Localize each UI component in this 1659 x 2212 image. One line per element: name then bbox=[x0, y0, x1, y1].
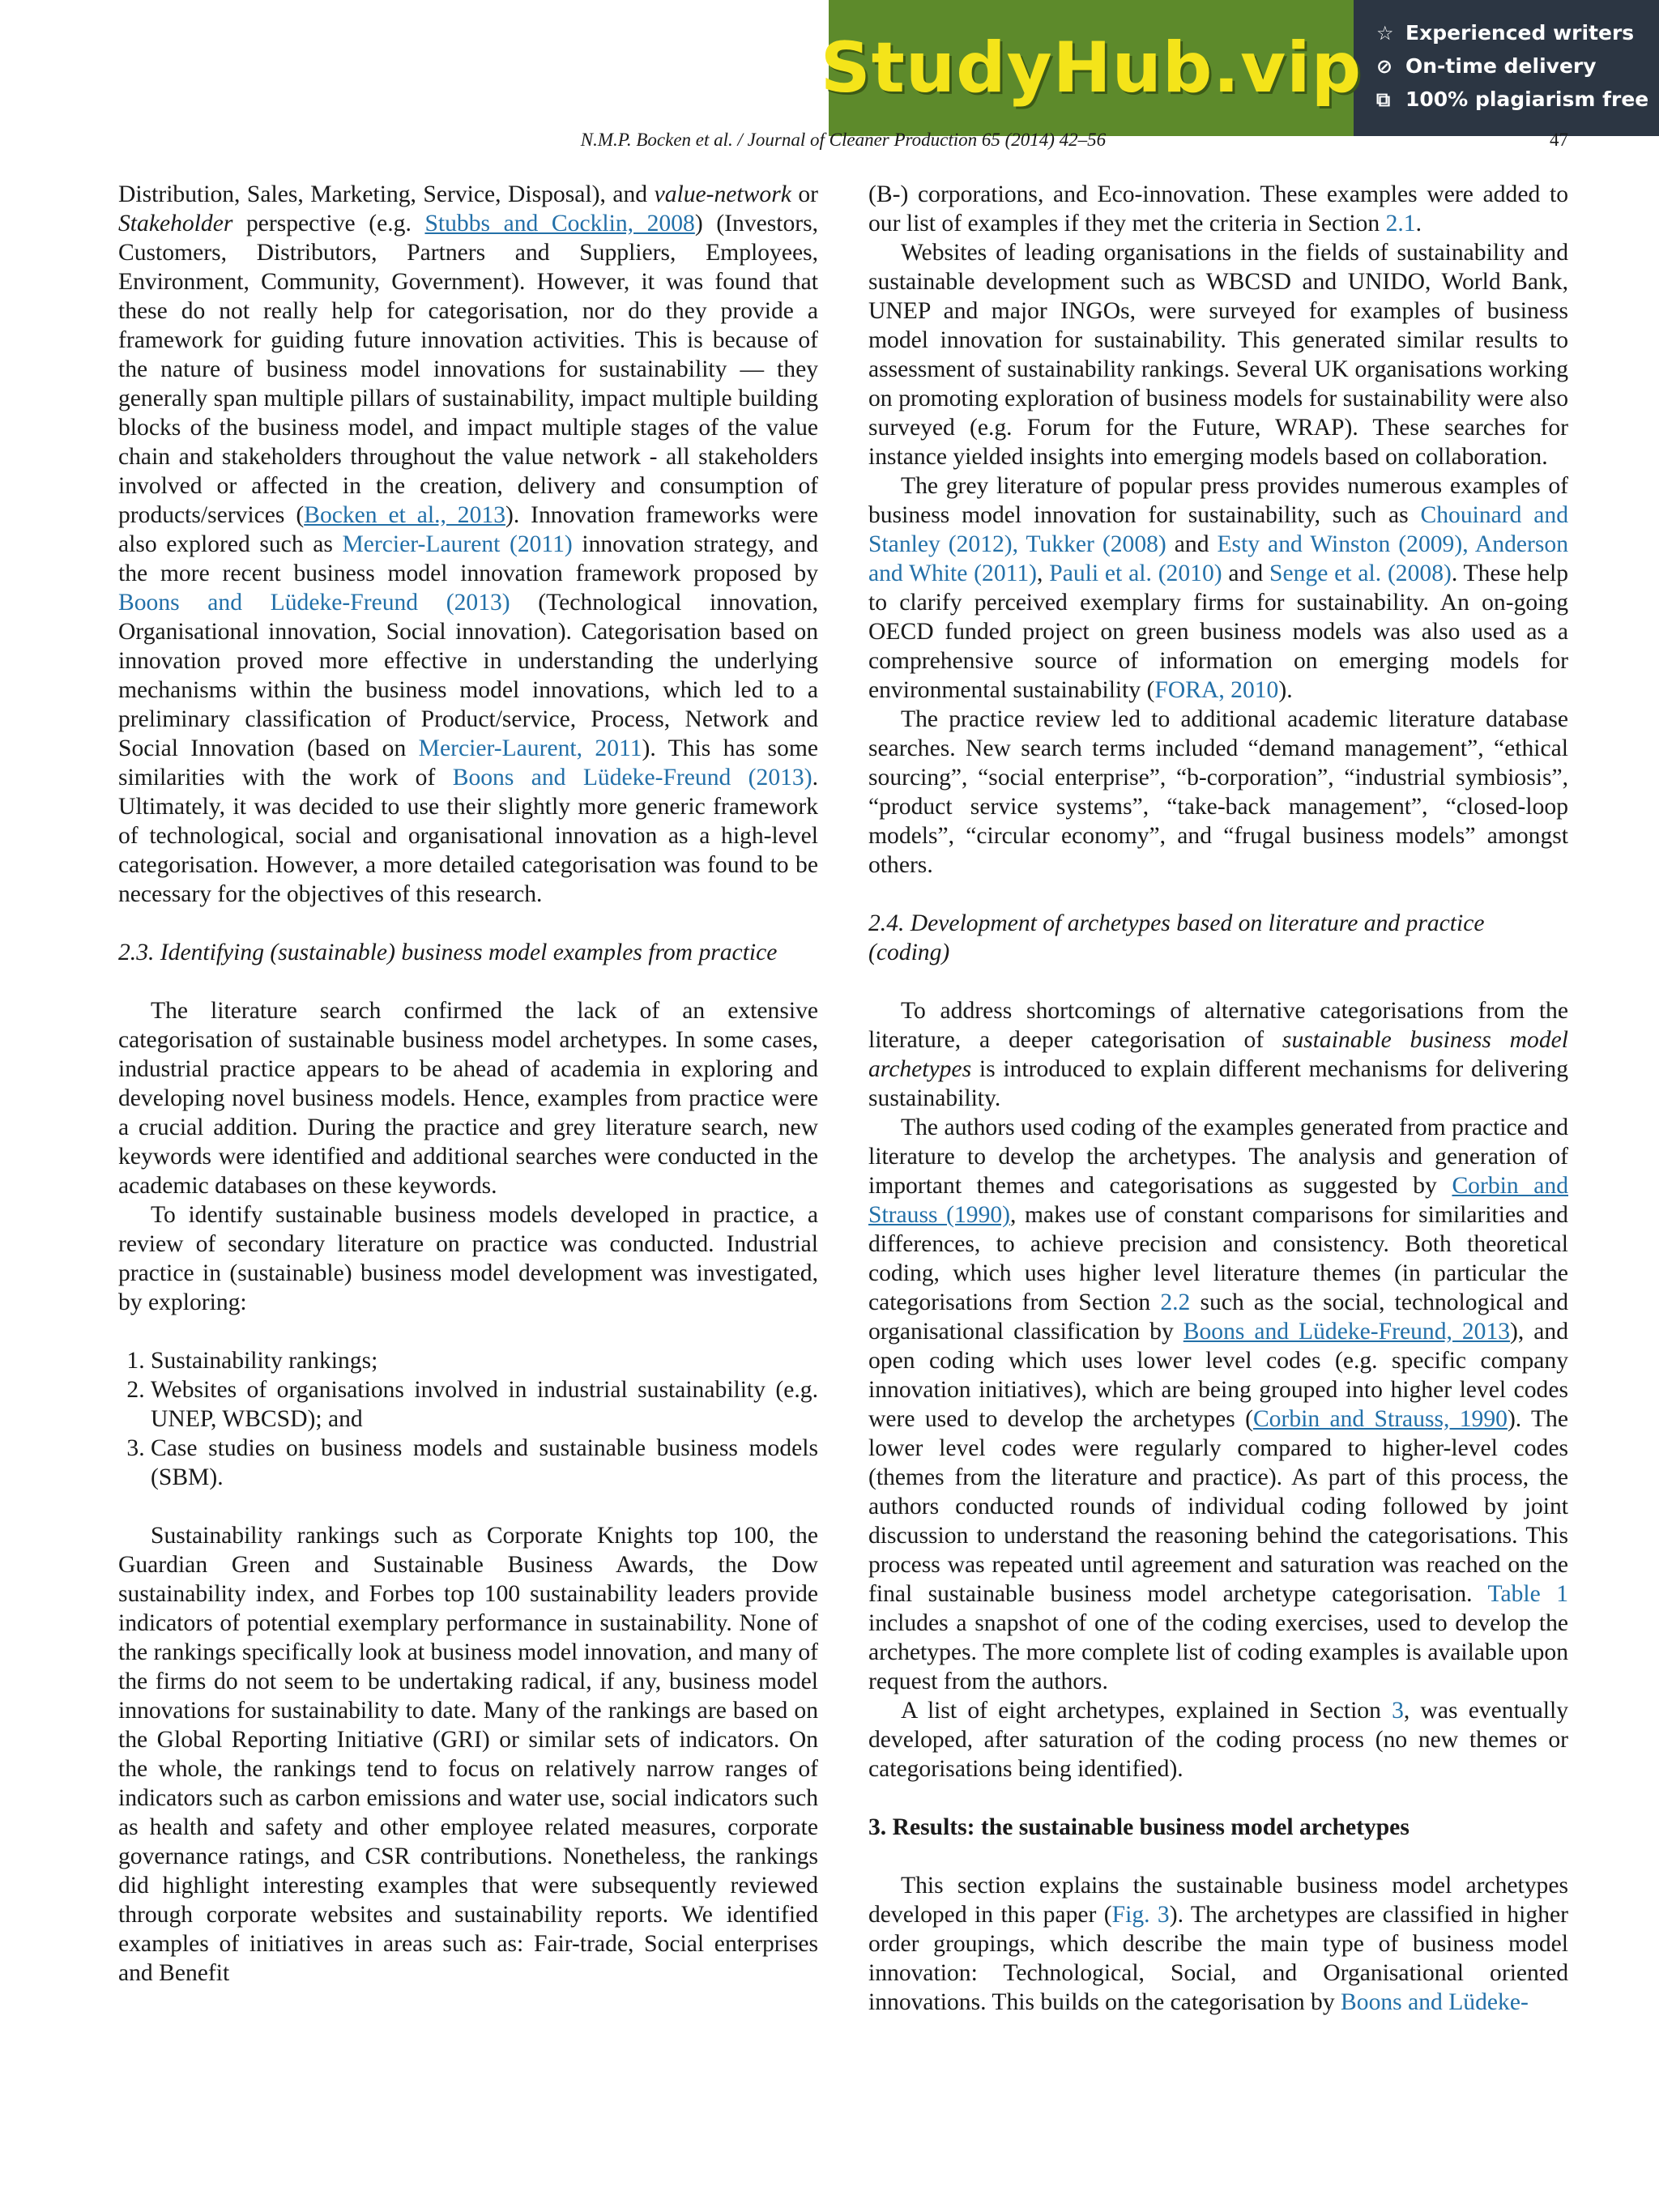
right-column bbox=[868, 180, 1568, 2017]
list-item: 2. Websites of organisations involved in industrial sustainability (e.g. UNEP, WBCSD); and bbox=[151, 1375, 818, 1434]
running-head bbox=[118, 130, 1568, 156]
section-link[interactable]: 2.2 bbox=[1160, 1289, 1191, 1315]
brand-logo: StudyHub.vip bbox=[820, 28, 1363, 109]
star-outline-icon: ☆ bbox=[1376, 21, 1394, 45]
citation-link[interactable]: Boons and Lüdeke- bbox=[1341, 1989, 1529, 2015]
left-column bbox=[118, 180, 818, 1988]
paragraph: Sustainability rankings such as Corporate Knights top 100, the Guardian Green and Sustainable Business Awards, the Dow sustainability index, and Forbes top 100 sustainability leaders provide indicators of potential exemplary performance in sustainability. None of the rankings specifically look at business model innovation, and many of the firms do not seem to be undertaking radical, if any, business model innovations for sustainability to date. Many of the rankings are based on the Global Reporting Initiative (GRI) or similar sets of indicators. On the whole, the rankings tend to focus on relatively narrow ranges of indicators such as carbon emissions and water use, social indicators such as health and safety and other employee related measures, corporate governance ratings, and CSR contributions. Nonetheless, the rankings did highlight interesting examples that were subsequently reviewed through corporate websites and sustainability reports. We identified examples of initiatives in areas such as: Fair-trade, Social enterprises and Benefit bbox=[118, 1523, 818, 1986]
list-item: 1. Sustainability rankings; bbox=[151, 1346, 818, 1375]
feature-label: Experienced writers bbox=[1405, 21, 1635, 45]
figure-link[interactable]: Fig. 3 bbox=[1111, 1902, 1170, 1928]
paragraph: The practice review led to additional academic literature database searches. New search terms included “demand management”, “ethical sourcing”, “social enterprise”, “b-corporation”, “industrial symbiosis”, “product service systems”, “take-back management”, “closed-loop models”, “circular economy”, and “frugal business models” amongst others. bbox=[868, 706, 1568, 878]
paragraph: The grey literature of popular press provides numerous examples of business model innovation for sustainability, such as Chouinard and Stanley (2012), Tukker (2008) and Esty and Winston (2009), Anderson and White (2011), Pauli et al. (2010) and Senge et al. (2008). These help to clarify perceived exemplary firms for sustainability. An on-going OECD funded project on green business models was also used as a comprehensive source of information on emerging models for environmental sustainability (FORA, 2010). bbox=[868, 473, 1569, 703]
paragraph: A list of eight archetypes, explained in Section 3, was eventually developed, after saturation of the coding process (no new themes or categorisations being identified). bbox=[868, 1698, 1568, 1782]
paragraph: This section explains the sustainable business model archetypes developed in this paper (Fig. 3). The archetypes are classified in higher order groupings, which describe the main type of business model innovation: Technological, Social, and Organisational oriented innovations. This builds on the categorisation by Boons and Lüdeke- bbox=[868, 1873, 1568, 2015]
citation-link[interactable]: Boons and Lüdeke-Freund (2013) bbox=[452, 765, 812, 791]
citation-link[interactable]: FORA, 2010 bbox=[1154, 677, 1279, 703]
page-number: 47 bbox=[1550, 130, 1568, 150]
copy-icon: ⧉ bbox=[1376, 87, 1391, 111]
feature-item bbox=[1376, 16, 1659, 49]
section-link[interactable]: 2.1 bbox=[1385, 211, 1416, 237]
paragraph: Distribution, Sales, Marketing, Service, Disposal), and value-network or Stakeholder perspective (e.g. Stubbs and Cocklin, 2008) (Investors, Customers, Distributors, Partners and Suppliers, Employees, Environment, Community, Government). However, it was found that these do not really help for categorisation, nor do they provide a framework for guiding future innovation activities. This is because of the nature of business model innovations for sustainability — they generally span multiple pillars of sustainability, impact multiple building blocks of the business model, and impact multiple stages of the value chain and stakeholders throughout the value network - all stakeholders involved or affected in the creation, delivery and consumption of products/services (Bocken et al., 2013). Innovation frameworks were also explored such as Mercier-Laurent (2011) innovation strategy, and the more recent business model innovation framework proposed by Boons and Lüdeke-Freund (2013) (Technological innovation, Organisational innovation, Social innovation). Categorisation based on innovation proved more effective in understanding the underlying mechanisms within the business model innovations, which led to a preliminary classification of Product/service, Process, Network and Social Innovation (based on Mercier-Laurent, 2011). This has some similarities with the work of Boons and Lüdeke-Freund (2013). Ultimately, it was decided to use their slightly more generic framework of technological, social and organisational innovation as a high-level categorisation. However, a more detailed categorisation was found to be necessary for the objectives of this research. bbox=[118, 181, 819, 907]
studyhub-banner[interactable] bbox=[820, 0, 1659, 136]
table-link[interactable]: Table 1 bbox=[1487, 1581, 1568, 1607]
paragraph: Websites of leading organisations in the fields of sustainability and sustainable development such as WBCSD and UNIDO, World Bank, UNEP and major INGOs, were surveyed for examples of business model innovation for sustainability. This generated similar results to assessment of sustainability rankings. Several UK organisations working on promoting exploration of business models for sustainability were also surveyed (e.g. Forum for the Future, WRAP). These searches for instance yielded insights into emerging models based on collaboration. bbox=[868, 240, 1568, 470]
feature-item bbox=[1376, 49, 1659, 83]
citation-link[interactable]: Stubbs and Cocklin, 2008 bbox=[424, 211, 695, 237]
section-heading-2-4: 2.4. Development of archetypes based on literature and practice (coding) bbox=[868, 910, 1485, 965]
citation-link[interactable]: Boons and Lüdeke-Freund (2013) bbox=[118, 590, 510, 616]
clock-icon: ⊘ bbox=[1376, 54, 1393, 78]
paragraph: The authors used coding of the examples generated from practice and literature to develop the archetypes. The analysis and generation of important themes and categorisations as suggested by Corbin and Strauss (1990), makes use of constant comparisons for similarities and differences, to achieve precision and consistency. Both theoretical coding, which uses higher level literature themes (in particular the categorisations from Section 2.2 such as the social, technological and organisational classification by Boons and Lüdeke-Freund, 2013), and open coding which uses lower level codes (e.g. specific company innovation initiatives), which are being grouped into higher level codes were used to develop the archetypes (Corbin and Strauss, 1990). The lower level codes were regularly compared to higher-level codes (themes from the literature and practice). As part of this process, the authors conducted rounds of individual coding followed by joint discussion to understand the reasoning behind the categorisations. This process was repeated until agreement and saturation was reached on the final sustainable business model archetype categorisation. Table 1 includes a snapshot of one of the coding exercises, used to develop the archetypes. The more complete list of coding examples is available upon request from the authors. bbox=[868, 1115, 1568, 1694]
paragraph: The literature search confirmed the lack of an extensive categorisation of sustainable business model archetypes. In some cases, industrial practice appears to be ahead of academia in exploring and developing novel business models. Hence, examples from practice were a crucial addition. During the practice and grey literature search, new keywords were identified and additional searches were conducted in the academic databases on these keywords. bbox=[118, 998, 818, 1199]
citation-link[interactable]: Mercier-Laurent, 2011 bbox=[418, 735, 642, 761]
section-heading-2-3: 2.3. Identifying (sustainable) business model examples from practice bbox=[118, 940, 778, 965]
citation-link[interactable]: Corbin and Strauss (1990) bbox=[868, 1173, 1568, 1228]
citation-link[interactable]: Pauli et al. (2010) bbox=[1049, 560, 1222, 586]
section-heading-3: 3. Results: the sustainable business model archetypes bbox=[868, 1814, 1410, 1840]
citation-link[interactable]: Corbin and Strauss, 1990 bbox=[1252, 1406, 1508, 1432]
citation-link[interactable]: Chouinard and Stanley (2012), Tukker (2008) bbox=[868, 502, 1568, 557]
numbered-list bbox=[118, 1346, 818, 1492]
feature-item bbox=[1376, 83, 1659, 116]
citation-link[interactable]: Mercier-Laurent (2011) bbox=[342, 531, 573, 557]
feature-label: On-time delivery bbox=[1405, 54, 1597, 78]
paragraph: (B-) corporations, and Eco-innovation. These examples were added to our list of examples if they met the criteria in Section 2.1. bbox=[868, 181, 1568, 237]
feature-list bbox=[1354, 0, 1659, 136]
section-link[interactable]: 3 bbox=[1392, 1698, 1404, 1724]
citation-link[interactable]: Senge et al. (2008) bbox=[1269, 560, 1452, 586]
paragraph: To address shortcomings of alternative categorisations from the literature, a deeper categorisation of sustainable business model archetypes is introduced to explain different mechanisms for delivering sustainability. bbox=[868, 998, 1568, 1111]
citation-link[interactable]: Esty and Winston (2009), Anderson and White (2011) bbox=[868, 531, 1569, 586]
feature-label: 100% plagiarism free bbox=[1405, 87, 1649, 111]
list-item: 3. Case studies on business models and sustainable business models (SBM). bbox=[151, 1434, 818, 1492]
paragraph: To identify sustainable business models developed in practice, a review of secondary literature on practice was conducted. Industrial practice in (sustainable) business model development was investigated, by exploring: bbox=[118, 1202, 818, 1315]
brand-panel bbox=[820, 0, 1363, 136]
citation-link[interactable]: Boons and Lüdeke-Freund, 2013 bbox=[1183, 1319, 1511, 1345]
running-title: N.M.P. Bocken et al. / Journal of Cleaner Production 65 (2014) 42–56 bbox=[580, 130, 1107, 150]
citation-link[interactable]: Bocken et al., 2013 bbox=[304, 502, 505, 528]
